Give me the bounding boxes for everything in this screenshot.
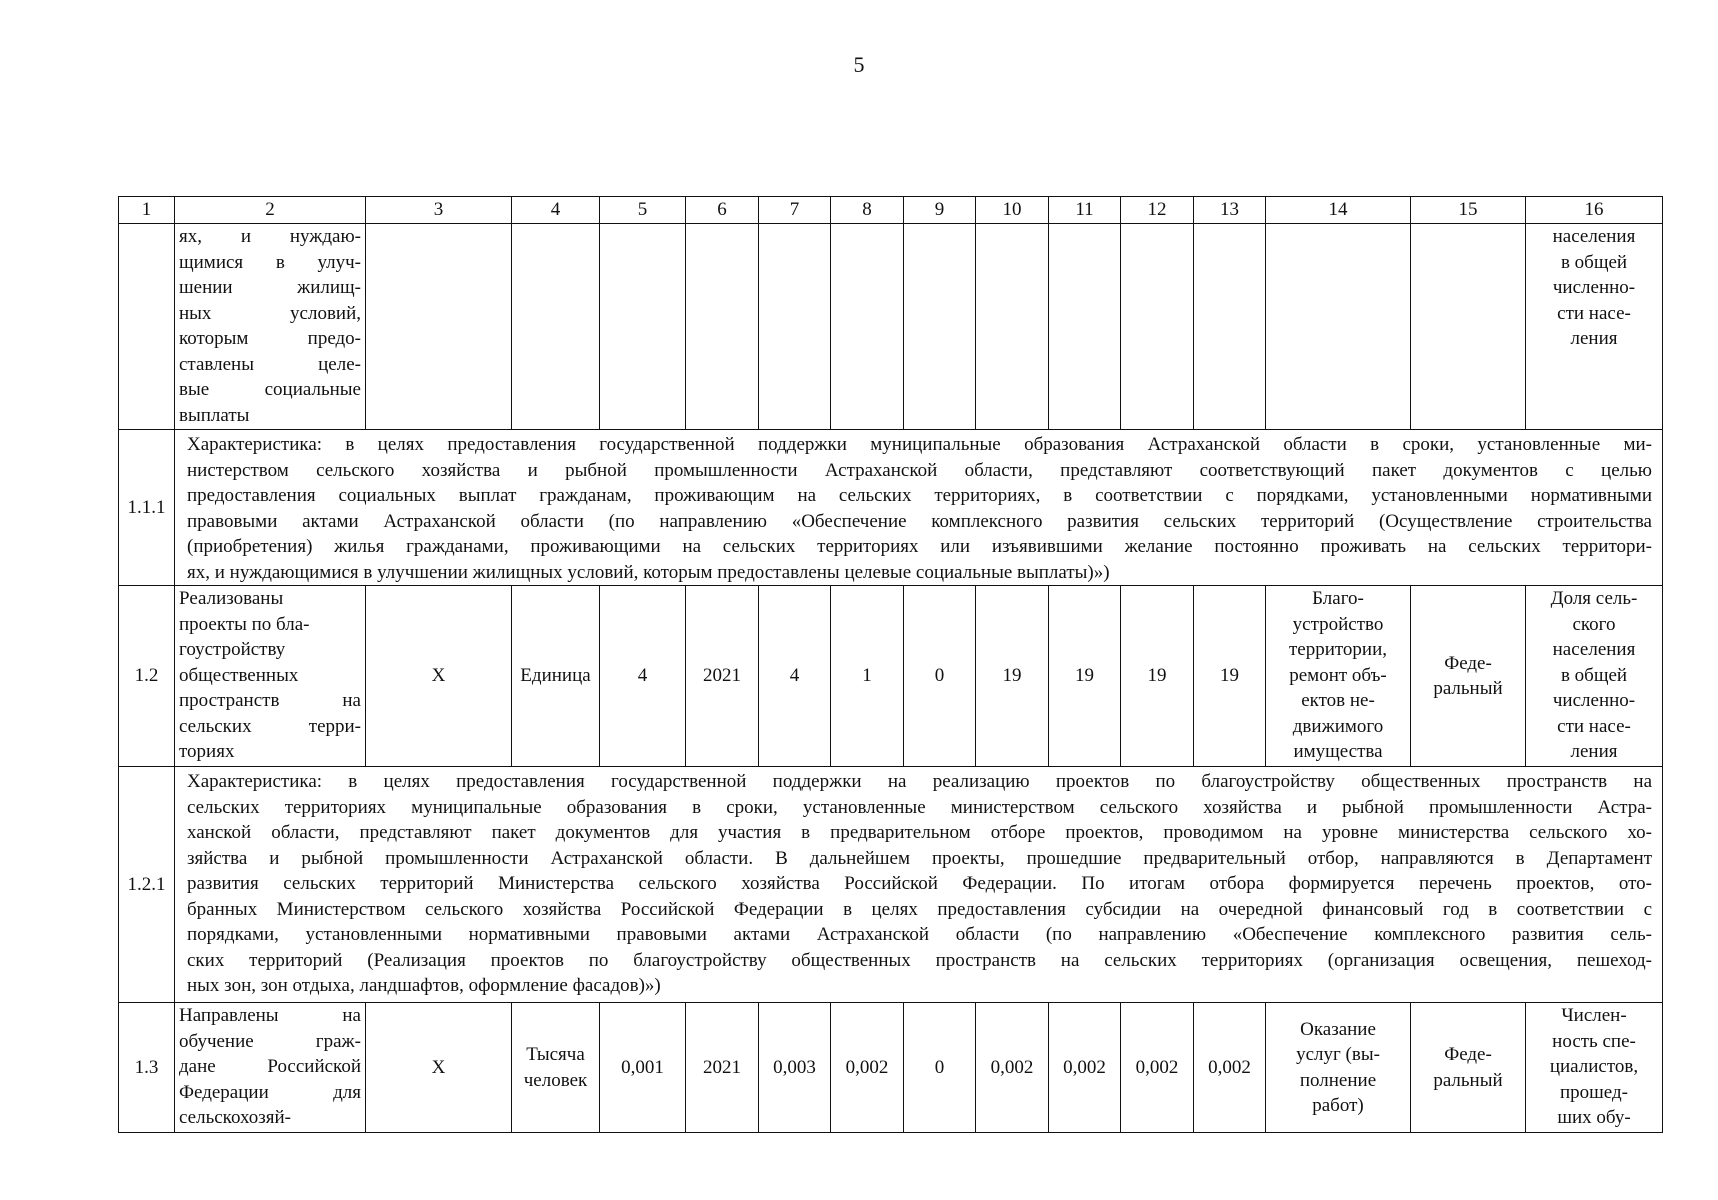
- header-cell: 16: [1526, 197, 1663, 224]
- table-cell: 0,001: [600, 1003, 686, 1133]
- characteristic-text: Характеристика: в целях предоставления государственной поддержки муниципальные образования Астраханской области в сроки, установленные ми- нистерством сельского хозяйства и рыбной промышленности Астраханской области, представляют соответствующий пакет документов с целью предоставления социальных выплат гражданам, проживающим на сельских территориях, в соответствии с порядками, установленными нормативными правовыми актами Астраханской области (по направлению «Обеспечение комплексного развития сельских территорий (Осуществление строительства (приобретения) жилья гражданами, проживающими на сельских территориях или изъявившими желание постоянно проживать на сельских территори- ях, и нуждающимися в улучшении жилищных условий, которым предоставлены целевые социальные выплаты)»): [175, 430, 1663, 586]
- table-cell: [600, 224, 686, 430]
- indicator-name-continued: ях, и нуждаю- щимися в улуч- шении жилищ- ных условий, которым предо- ставлены целе- вые социальные выплаты: [175, 224, 366, 430]
- table-cell: 2021: [686, 1003, 759, 1133]
- table-cell: Феде- ральный: [1411, 586, 1526, 767]
- table-cell: [759, 224, 831, 430]
- characteristic-row-1-2-1: [119, 767, 1663, 1003]
- indicator-row-1-3: [119, 1003, 1663, 1133]
- header-cell: 11: [1049, 197, 1121, 224]
- page-number: 5: [853, 52, 865, 77]
- continuation-row: [119, 224, 1663, 430]
- table-cell: 19: [1121, 586, 1194, 767]
- table-cell: [976, 224, 1049, 430]
- header-cell: 2: [175, 197, 366, 224]
- header-cell: 12: [1121, 197, 1194, 224]
- table-cell: 0: [904, 1003, 976, 1133]
- table-cell: 0,003: [759, 1003, 831, 1133]
- indicator-row-1-2: [119, 586, 1663, 767]
- header-cell: 15: [1411, 197, 1526, 224]
- header-cell: 1: [119, 197, 175, 224]
- header-cell: 10: [976, 197, 1049, 224]
- table-cell: [1121, 224, 1194, 430]
- table-cell: 1: [831, 586, 904, 767]
- row-number: 1.2: [119, 586, 175, 767]
- header-cell: 7: [759, 197, 831, 224]
- table-cell: 0,002: [1049, 1003, 1121, 1133]
- table-cell: Х: [366, 586, 512, 767]
- table-cell: [1411, 224, 1526, 430]
- indicator-continued-col16: населения в общей численно- сти насе- ления: [1526, 224, 1663, 430]
- table-cell: 0,002: [976, 1003, 1049, 1133]
- characteristic-row-1-1-1: [119, 430, 1663, 586]
- column-number-header-row: [119, 197, 1663, 224]
- table-cell: [904, 224, 976, 430]
- header-cell: 6: [686, 197, 759, 224]
- program-indicators-table: [118, 196, 1663, 1133]
- header-cell: 4: [512, 197, 600, 224]
- table-cell: 4: [759, 586, 831, 767]
- header-cell: 14: [1266, 197, 1411, 224]
- table-cell: Доля сель- ского населения в общей численно- сти насе- ления: [1526, 586, 1663, 767]
- header-cell: 13: [1194, 197, 1266, 224]
- table-cell: Феде- ральный: [1411, 1003, 1526, 1133]
- table-cell: 2021: [686, 586, 759, 767]
- header-cell: 9: [904, 197, 976, 224]
- table-cell: 19: [1194, 586, 1266, 767]
- unit-cell: Тысяча человек: [512, 1003, 600, 1133]
- row-number: 1.2.1: [119, 767, 175, 1003]
- table-cell: [831, 224, 904, 430]
- table-cell: 0: [904, 586, 976, 767]
- row-number: 1.1.1: [119, 430, 175, 586]
- header-cell: 8: [831, 197, 904, 224]
- header-cell: 3: [366, 197, 512, 224]
- table-cell: [1049, 224, 1121, 430]
- unit-cell: Единица: [512, 586, 600, 767]
- indicator-name: Реализованы проекты по бла- гоустройству общественных пространств на сельских терри- ториях: [175, 586, 366, 767]
- table-cell: 19: [1049, 586, 1121, 767]
- table-cell: 0,002: [1194, 1003, 1266, 1133]
- indicator-name: Направлены на обучение граж- дане Российской Федерации для сельскохозяй-: [175, 1003, 366, 1133]
- table-cell: 4: [600, 586, 686, 767]
- table-cell: [119, 224, 175, 430]
- table-cell: [1194, 224, 1266, 430]
- table-cell: 19: [976, 586, 1049, 767]
- table-cell: 0,002: [1121, 1003, 1194, 1133]
- table-cell: [512, 224, 600, 430]
- header-cell: 5: [600, 197, 686, 224]
- row-number: 1.3: [119, 1003, 175, 1133]
- table-cell: [1266, 224, 1411, 430]
- table-cell: Х: [366, 1003, 512, 1133]
- table-cell: Благо- устройство территории, ремонт объ- ектов не- движимого имущества: [1266, 586, 1411, 767]
- characteristic-text: Характеристика: в целях предоставления государственной поддержки на реализацию проектов по благоустройству общественных пространств на сельских территориях муниципальные образования в сроки, установленные министерством сельского хозяйства и рыбной промышленности Астра- ханской области, представляют пакет документов для участия в предварительном отборе проектов, проводимом на уровне министерства сельского хо- зяйства и рыбной промышленности Астраханской области. В дальнейшем проекты, прошедшие предварительный отбор, направляются в Департамент развития сельских территорий Министерства сельского хозяйства Российской Федерации. По итогам отбора формируется перечень проектов, ото- бранных Министерством сельского хозяйства Российской Федерации в целях предоставления субсидии на очередной финансовый год в соответствии с порядками, установленными нормативными правовыми актами Астраханской области (по направлению «Обеспечение комплексного развития сель- ских территорий (Реализация проектов по благоустройству общественных пространств на сельских территориях (организация освещения, пешеход- ных зон, зон отдыха, ландшафтов, оформление фасадов)»): [175, 767, 1663, 1003]
- table-cell: [366, 224, 512, 430]
- table-cell: 0,002: [831, 1003, 904, 1133]
- table-cell: [686, 224, 759, 430]
- table-cell: Оказание услуг (вы- полнение работ): [1266, 1003, 1411, 1133]
- table-cell: Числен- ность спе- циалистов, прошед- ших обу-: [1526, 1003, 1663, 1133]
